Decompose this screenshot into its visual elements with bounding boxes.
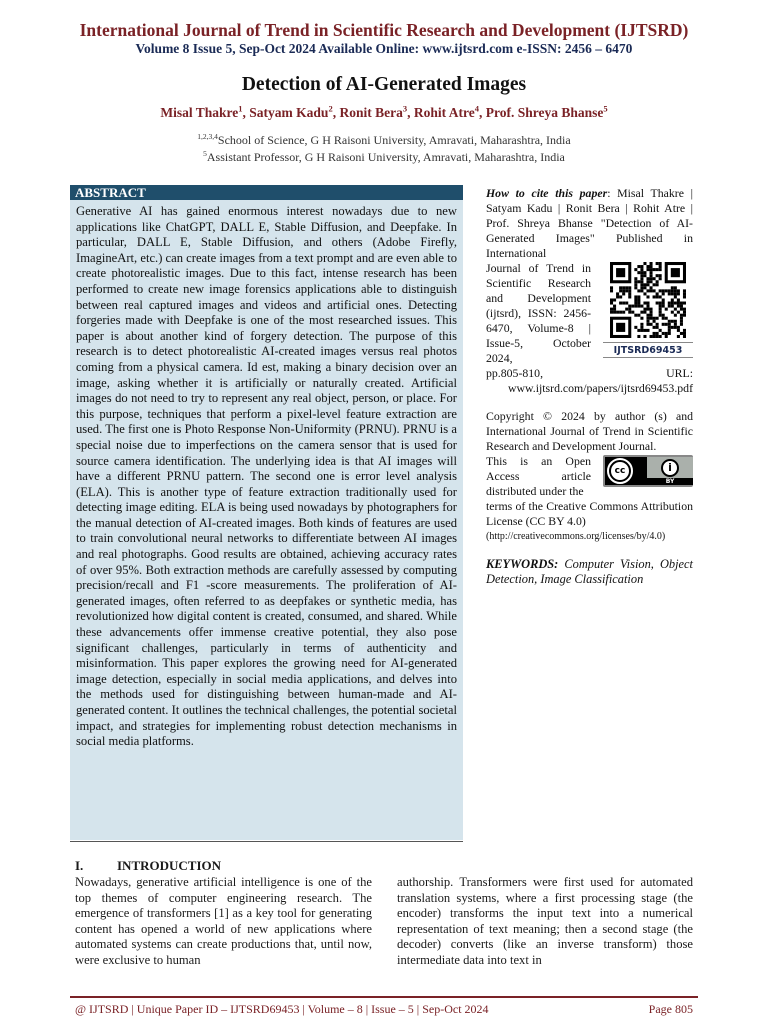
section-heading [75, 858, 221, 874]
section-number: I. [75, 858, 84, 873]
affiliation: $^5$Assistant Professor, G H Raisoni University, Amravati, Maharashtra, India [203, 149, 565, 164]
by-label: BY [647, 478, 693, 485]
copyright-text: terms of the Creative Commons Attribution License (CC BY 4.0) [486, 499, 693, 528]
intro-paragraph-left: Nowadays, generative artificial intelligence is one of the top themes of computer engineering research. The emergence of transformers [1] as a key tool for generating content has opened a world of new applications where automated systems can create productions that, until now, were exclusive to human [75, 875, 372, 967]
author: Rohit Atre$^4$, [413, 103, 486, 120]
abstract-divider [70, 841, 463, 842]
qr-paper-id: IJTSRD69453 [603, 342, 693, 358]
footer-info: @ IJTSRD | Unique Paper ID – IJTSRD69453 | Volume – 8 | Issue – 5 | Sep-Oct 2024 [75, 1002, 489, 1016]
section-title: INTRODUCTION [117, 858, 222, 873]
intro-paragraph-right: authorship. Transformers were first used for automated translation systems, where a first processing stage (the encoder) transforms the input text into a numerical representation of text meaning; then a second stage (the decoder) converts (like an inverse transform) those intermediate data into text in [397, 875, 693, 967]
author-list [0, 103, 768, 121]
citation-qr-wrap [486, 261, 693, 366]
license-url[interactable]: (http://creativecommons.org/licenses/by/4.0) [486, 531, 666, 542]
abstract-heading: ABSTRACT [70, 185, 463, 200]
affiliation: $^{1,2,3,4}$School of Science, G H Raisoni University, Amravati, Maharashtra, India [197, 132, 571, 147]
abstract-text: Generative AI has gained enormous interest nowadays due to new applications like ChatGPT, DALL E, Stable Diffusion, and Deepfake. In particular, DALL E, Stable Diffusion, and others (Adobe Firefly, ImagineArt, etc.) can create images from a text prompt and are even able to create photorealistic images. Due to this fact, intense research has been performed to create new image forensics applications able to distinguish between real captured images and videos and artificial ones. Detecting forgeries made with Deepfake is one of the most researched issues. This paper is about another kind of forgery detection. The purpose of this research is to detect photorealistic AI-created images versus real photos coming from a physical camera. Id est, making a binary decision over an image, asking whether it is artificially or naturally created. Artificial images do not need to try to represent any real object, person, or place. For this purpose, techniques that perform a pixel-level feature extraction are used. The first one is Photo Response Non-Uniformity (PRNU). PRNU is a special noise due to imperfections on the camera sensor that is used for source camera identification. The underlying idea is that AI images will have a different PRNU pattern. The second one is error level analysis (ELA). This is another type of feature extraction traditionally used for detecting image editing. ELA is being used nowadays by photographers for the manual detection of AI-created images. Both kinds of features are used to train convolutional neural networks to differentiate between AI images and real photographs. Good results are obtained, achieving accuracy rates of over 95%. Both extraction methods are carefully assessed by computing precision/recall and F1 -score measurements. The proliferation of AI-generated images, often referred to as deepfakes or synthetic media, has revolutionized how digital content is created, consumed, and shared. While these advancements offer immense creative potential, they also pose significant challenges, particularly in terms of authenticity and misinformation. This paper explores the growing need for AI-generated image detection, especially in social media applications, and delves into the methods used for distinguishing between human-made and AI-generated content. It outlines the technical challenges, the potential societal impact, and strategies for implementing robust detection mechanisms in social media platforms. [76, 204, 457, 749]
keywords-text: Computer Vision, Object Detection, Image Classification [486, 557, 693, 586]
footer-divider [70, 996, 698, 998]
paper-title: Detection of AI-Generated Images [241, 74, 527, 95]
citation-pages: pp.805-810, [486, 366, 544, 380]
journal-volume-line: Volume 8 Issue 5, Sep-Oct 2024 Available Online: www.ijtsrd.com e-ISSN: 2456 – 6470 [135, 41, 633, 56]
citation-label: How to cite this paper [486, 186, 608, 200]
journal-title: International Journal of Trend in Scientific Research and Development (IJTSRD) [79, 20, 689, 40]
author: Misal Thakre$^1$, [160, 103, 250, 120]
attribution-panel [647, 457, 693, 485]
citation-url[interactable]: www.ijtsrd.com/papers/ijtsrd69453.pdf [507, 381, 693, 395]
keywords-label: KEYWORDS: [486, 557, 559, 571]
copyright-block [486, 409, 693, 544]
abstract-section [70, 185, 463, 840]
author: Satyam Kadu$^2$, [249, 103, 340, 120]
cc-by-license-badge[interactable] [603, 455, 693, 487]
qr-code-block[interactable] [603, 261, 693, 361]
creative-commons-icon: cc [609, 460, 631, 482]
page-number: Page 805 [648, 1002, 693, 1016]
citation-pages-row [486, 366, 693, 381]
copyright-text: Copyright © 2024 by author (s) and International Journal of Trend in Scientific Research and Development Journal. [486, 409, 693, 453]
person-icon: i [661, 459, 679, 477]
citation-text: Journal of Trend in Scientific Research and Development (ijtsrd), ISSN: 2456-6470, Volume-8 | Issue-5, October 2024, [486, 261, 591, 365]
citation-block [486, 186, 693, 261]
qr-code-icon[interactable] [610, 262, 686, 338]
author: Ronit Bera$^3$, [339, 103, 414, 120]
author: Prof. Shreya Bhanse$^5$ [485, 103, 608, 120]
side-column [486, 186, 693, 587]
copyright-text: This is an Open Access article distributed under the [486, 454, 591, 498]
citation-url-label: URL: [666, 366, 693, 380]
citation-text: : Misal Thakre | Satyam Kadu | Ronit Bera | Rohit Atre | Prof. Shreya Bhanse "Detection of AI-Generated Images" Published in International [486, 186, 693, 260]
keywords-block [486, 557, 693, 587]
